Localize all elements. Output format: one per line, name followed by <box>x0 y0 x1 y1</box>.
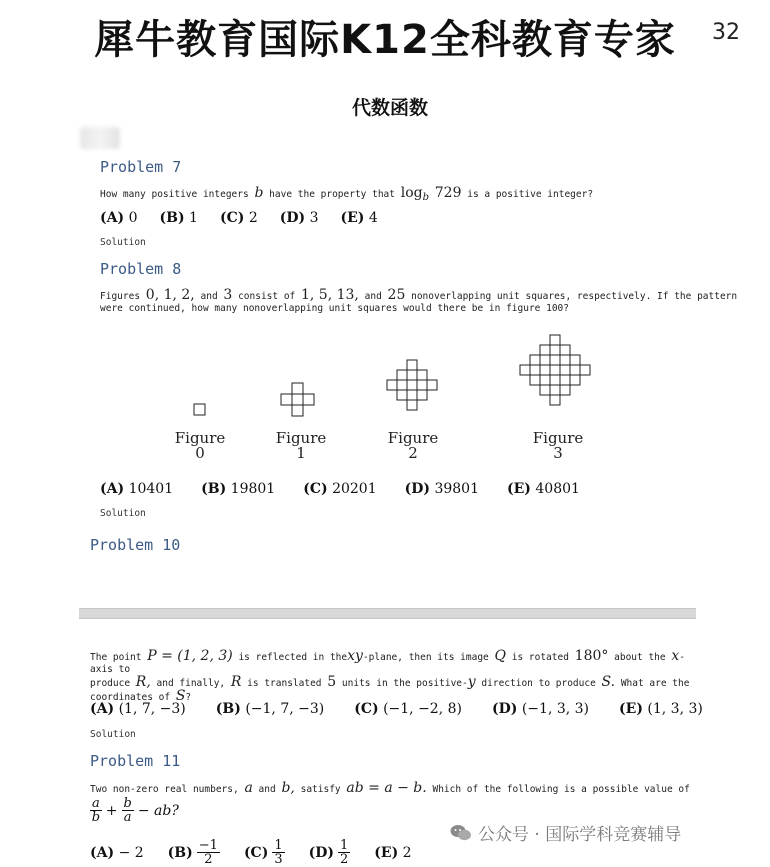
choice-d: (D) 3 <box>279 210 319 226</box>
choice-b: (B) (−1, 7, −3) <box>215 701 325 717</box>
choice-b: (B) 19801 <box>201 481 276 497</box>
section-title: 代数函数 <box>351 97 428 119</box>
choice-a: (A) 0 <box>100 210 138 226</box>
choice-a: (A) (1, 7, −3) <box>90 701 186 717</box>
problem-8-figures <box>180 330 620 430</box>
figure-0-label: Figure 0 <box>174 429 226 462</box>
problem-7-question: How many positive integers b have the property that $\log_b 729$ is a positive integer? <box>100 185 594 203</box>
figure-2-label: Figure 2 <box>387 429 439 462</box>
choice-a: (A) − 2 <box>90 844 144 861</box>
problem-8-question: Figures 0, 1, 2, and 3 consist of 1, 5, 13, and 25 nonoverlapping unit squares, respectively. If the pattern were continued, how many nonoverlapping unit squares would there be in figure 100? <box>100 287 738 314</box>
figure-3-shape <box>520 335 590 405</box>
problem-7-solution[interactable]: Solution <box>100 237 146 248</box>
problem-7-heading: Problem 7 <box>100 158 182 176</box>
figure-0-shape <box>194 404 205 415</box>
figure-1-shape <box>281 383 314 416</box>
page-header-title: 犀牛教育国际K12全科教育专家 <box>94 17 676 63</box>
problem-10-choices <box>90 701 703 717</box>
wechat-watermark: 公众号 · 国际学科竞赛辅导 <box>450 820 681 845</box>
choice-e: (E) 40801 <box>507 481 580 497</box>
choice-d: (D) $\frac{1}{2}$ <box>308 838 349 867</box>
choice-b: (B) $\frac{-1}{2}$ <box>167 838 218 867</box>
choice-d: (D) (−1, 3, 3) <box>492 701 590 717</box>
choice-c: (C) 2 <box>219 210 258 226</box>
problem-7-choices <box>100 210 378 226</box>
page-divider <box>79 608 696 619</box>
blurred-logo <box>80 127 120 149</box>
problem-8-choices <box>100 481 580 497</box>
problem-11-choices <box>90 839 412 866</box>
problem-8-heading: Problem 8 <box>100 260 182 278</box>
choice-c: (C) $\frac{1}{3}$ <box>243 838 283 867</box>
problem-8-solution[interactable]: Solution <box>100 508 146 519</box>
figure-2-shape <box>387 360 437 410</box>
problem-10-solution[interactable]: Solution <box>90 729 136 740</box>
figure-3-label: Figure 3 <box>532 429 584 462</box>
problem-10-heading: Problem 10 <box>90 536 181 554</box>
figure-1-label: Figure 1 <box>275 429 327 462</box>
wechat-icon <box>450 824 472 842</box>
problem-11-heading: Problem 11 <box>90 752 181 770</box>
problem-11-question: Two non-zero real numbers, a and b, satisfy ab = a − b. Which of the following is a possible value of <box>90 780 690 796</box>
choice-c: (C) 20201 <box>303 481 377 497</box>
choice-a: (A) 10401 <box>100 481 174 497</box>
choice-e: (E) 4 <box>340 210 378 226</box>
problem-11-expression: $\frac{a}{b}$ + $\frac{b}{a}$ − ab? <box>91 796 179 825</box>
choice-d: (D) 39801 <box>404 481 479 497</box>
problem-10-question: The point P = (1, 2, 3) is reflected in thexy-plane, then its image Q is rotated 180° about the x-axis to produce R, and finally, R is translated 5 units in the positive-y direction to produce S. What are the coordinates of S? <box>90 648 690 704</box>
page-number: 32 <box>712 20 740 45</box>
choice-b: (B) 1 <box>159 210 198 226</box>
choice-e: (E) (1, 3, 3) <box>619 701 703 717</box>
choice-e: (E) 2 <box>374 844 412 861</box>
choice-c: (C) (−1, −2, 8) <box>354 701 462 717</box>
